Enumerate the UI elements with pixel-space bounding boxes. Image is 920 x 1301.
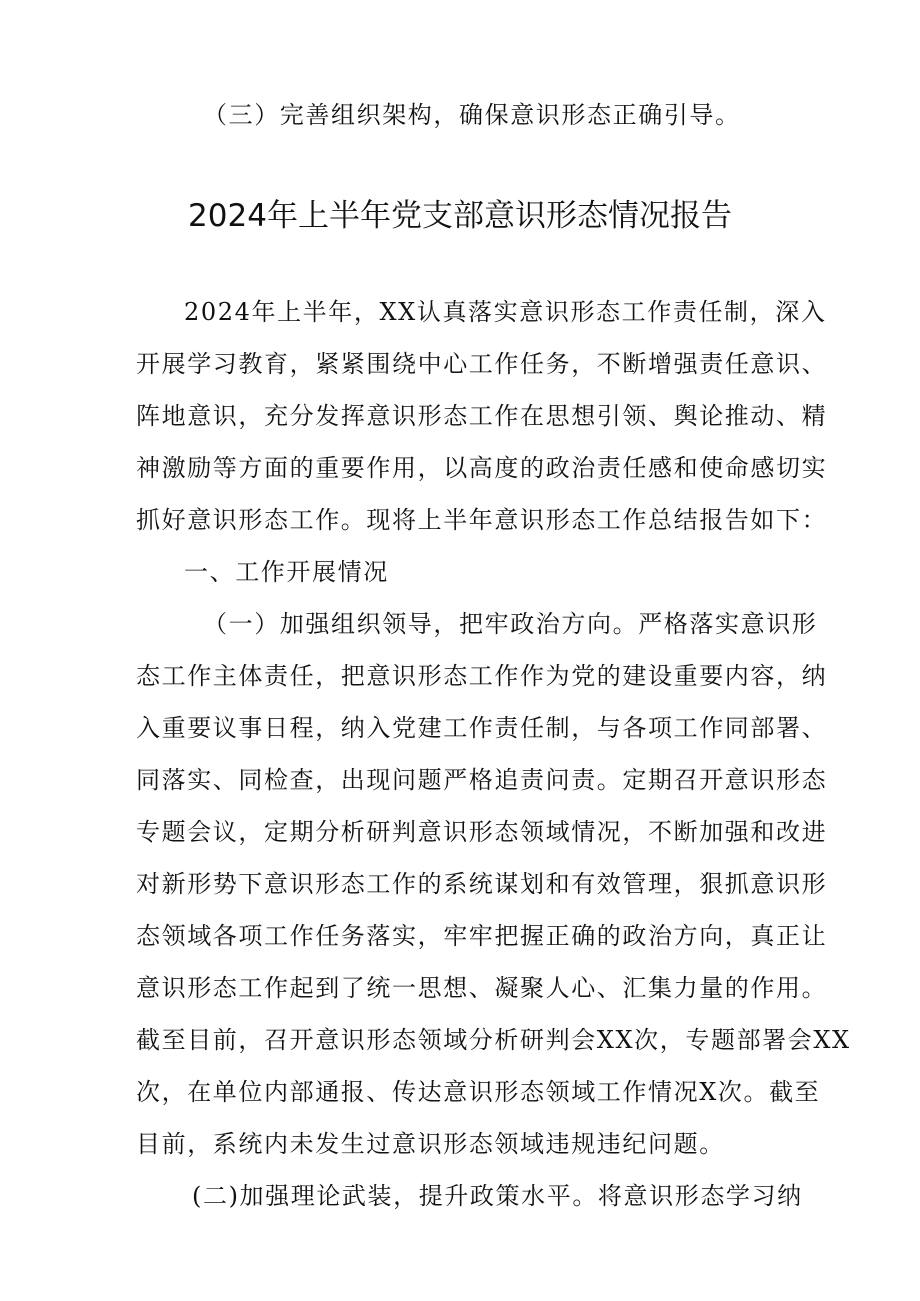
document-title: 2024年上半年党支部意识形态情况报告 (188, 198, 732, 234)
section-heading: 一、工作开展情况 (184, 558, 389, 586)
body-line: 抓好意识形态工作。现将上半年意识形态工作总结报告如下： (136, 506, 828, 534)
body-line: 神激励等方面的重要作用，以高度的政治责任感和使命感切实 (136, 454, 828, 482)
body-line: 目前，系统内未发生过意识形态领域违规违纪问题。 (136, 1130, 725, 1158)
body-line: 专题会议，定期分析研判意识形态领域情况，不断加强和改进 (136, 818, 828, 846)
body-line: 入重要议事日程，纳入党建工作责任制，与各项工作同部署、 (136, 714, 828, 742)
body-line: 次，在单位内部通报、传达意识形态领域工作情况X次。截至 (136, 1078, 821, 1106)
body-line: 意识形态工作起到了统一思想、凝聚人心、汇集力量的作用。 (136, 974, 828, 1002)
body-line: 态领域各项工作任务落实，牢牢把握正确的政治方向，真正让 (136, 922, 828, 950)
body-line: 同落实、同检查，出现问题严格追责问责。定期召开意识形态 (136, 766, 828, 794)
body-line: 对新形势下意识形态工作的系统谋划和有效管理，狠抓意识形 (136, 870, 828, 898)
body-line: 态工作主体责任，把意识形态工作作为党的建设重要内容，纳 (136, 662, 828, 690)
subsection-heading-line: （一）加强组织领导，把牢政治方向。严格落实意识形 (203, 610, 818, 638)
body-line: 开展学习教育，紧紧围绕中心工作任务，不断增强责任意识、 (136, 350, 828, 378)
body-line: 阵地意识，充分发挥意识形态工作在思想引领、舆论推动、精 (136, 402, 828, 430)
body-line: 2024年上半年，XX认真落实意识形态工作责任制，深入 (184, 298, 827, 326)
subsection-heading-line: (二)加强理论武装，提升政策水平。将意识形态学习纳 (192, 1182, 803, 1210)
pre-heading: （三）完善组织架构，确保意识形态正确引导。 (203, 101, 741, 129)
body-line: 截至目前，召开意识形态领域分析研判会XX次，专题部署会XX (136, 1026, 851, 1054)
